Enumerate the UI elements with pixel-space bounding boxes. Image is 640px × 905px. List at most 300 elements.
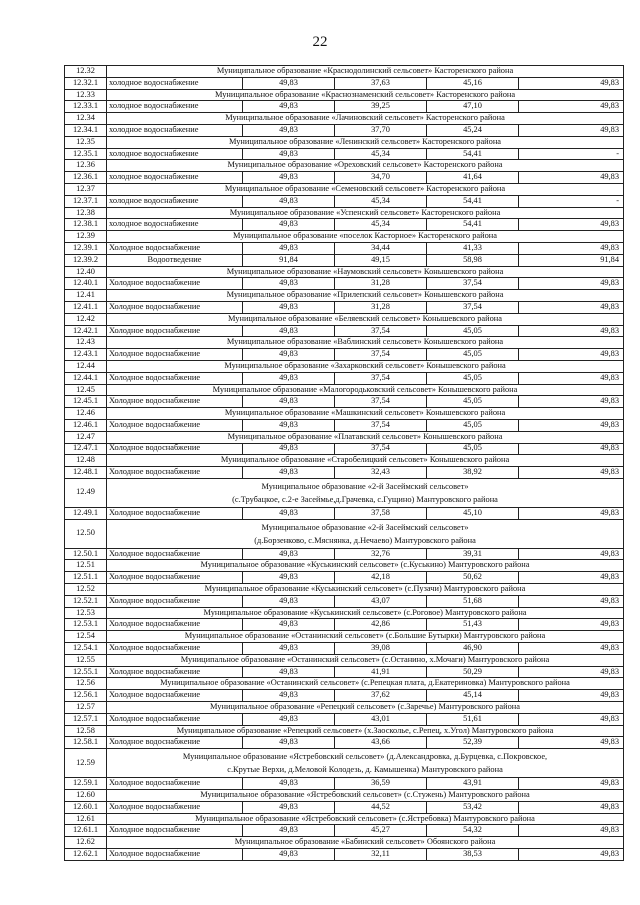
tariff-value-cell: 44,52 <box>335 801 427 813</box>
tariff-row <box>65 396 624 408</box>
tariff-row <box>65 778 624 790</box>
municipality-title-cell: Муниципальное образование «Старобелицкий сельсовет» Конышевского района <box>107 455 624 467</box>
municipality-title-cell: Муниципальное образование «Бабинский сельсовет» Обоянского района <box>107 837 624 849</box>
municipality-header-row <box>65 725 624 737</box>
tariff-value-cell: 49,83 <box>243 419 335 431</box>
municipality-title-cell: Муниципальное образование «Наумовский сельсовет» Конышевского района <box>107 266 624 278</box>
row-number-cell: 12.57.1 <box>65 713 107 725</box>
municipality-title-cell: Муниципальное образование «Малогородьковский сельсовет» Конышевского района <box>107 384 624 396</box>
tariff-value-cell: 37,54 <box>335 372 427 384</box>
tariff-value-cell: 49,83 <box>243 278 335 290</box>
tariff-value-cell: 49,83 <box>519 172 624 184</box>
row-number-cell: 12.45 <box>65 384 107 396</box>
tariff-value-cell: 49,83 <box>519 443 624 455</box>
tariff-row <box>65 101 624 113</box>
municipality-header-row <box>65 455 624 467</box>
row-number-cell: 12.55.1 <box>65 666 107 678</box>
service-name-cell: Холодное водоснабжение <box>107 666 243 678</box>
tariff-value-cell: 45,34 <box>335 219 427 231</box>
row-number-cell: 12.61.1 <box>65 825 107 837</box>
tariff-value-cell: 31,28 <box>335 301 427 313</box>
tariff-value-cell: 49,83 <box>519 101 624 113</box>
service-name-cell: Холодное водоснабжение <box>107 595 243 607</box>
service-name-cell: Холодное водоснабжение <box>107 443 243 455</box>
row-number-cell: 12.49.1 <box>65 507 107 519</box>
municipality-header-row <box>65 313 624 325</box>
tariff-value-cell: 49,83 <box>243 77 335 89</box>
row-number-cell: 12.47.1 <box>65 443 107 455</box>
tariff-value-cell: 49,83 <box>243 595 335 607</box>
tariff-row <box>65 467 624 479</box>
municipality-subtitle-line: (д.Борзенково, с.Мяснянка, д.Нечаево) Мантуровского района <box>254 535 476 545</box>
row-number-cell: 12.32.1 <box>65 77 107 89</box>
tariff-row <box>65 690 624 702</box>
tariff-row <box>65 148 624 160</box>
service-name-cell: Холодное водоснабжение <box>107 737 243 749</box>
tariff-value-cell: - <box>519 148 624 160</box>
tariff-row <box>65 666 624 678</box>
page-number: 22 <box>312 34 328 50</box>
tariff-value-cell: 34,70 <box>335 172 427 184</box>
service-name-cell: Холодное водоснабжение <box>107 825 243 837</box>
row-number-cell: 12.56.1 <box>65 690 107 702</box>
tariff-row <box>65 278 624 290</box>
service-name-cell: Холодное водоснабжение <box>107 419 243 431</box>
row-number-cell: 12.40 <box>65 266 107 278</box>
tariff-value-cell: 37,54 <box>335 325 427 337</box>
tariff-value-cell: 49,83 <box>519 666 624 678</box>
row-number-cell: 12.36 <box>65 160 107 172</box>
municipality-title-cell: Муниципальное образование «поселок Касторное» Касторенского района <box>107 231 624 243</box>
municipality-header-row <box>65 631 624 643</box>
tariff-value-cell: 49,83 <box>519 278 624 290</box>
municipality-title-cell <box>107 749 624 778</box>
tariff-value-cell: 54,41 <box>427 148 519 160</box>
tariff-row <box>65 301 624 313</box>
row-number-cell: 12.49 <box>65 478 107 507</box>
row-number-cell: 12.52 <box>65 584 107 596</box>
row-number-cell: 12.50 <box>65 519 107 548</box>
row-number-cell: 12.37.1 <box>65 195 107 207</box>
tariff-value-cell: 49,83 <box>243 301 335 313</box>
row-number-cell: 12.43 <box>65 337 107 349</box>
tariff-value-cell: 49,83 <box>243 737 335 749</box>
tariff-value-cell: 32,76 <box>335 548 427 560</box>
municipality-header-row <box>65 584 624 596</box>
municipality-title-cell: Муниципальное образование «Ваблинский сельсовет» Конышевского района <box>107 337 624 349</box>
municipality-header-row <box>65 813 624 825</box>
tariff-value-cell: 49,83 <box>519 737 624 749</box>
tariff-value-cell: 41,91 <box>335 666 427 678</box>
tariff-value-cell: 43,66 <box>335 737 427 749</box>
service-name-cell: Холодное водоснабжение <box>107 619 243 631</box>
row-number-cell: 12.59 <box>65 749 107 778</box>
service-name-cell: Холодное водоснабжение <box>107 372 243 384</box>
municipality-header-row <box>65 384 624 396</box>
tariff-value-cell: - <box>519 195 624 207</box>
tariff-value-cell: 49,83 <box>519 690 624 702</box>
tariff-value-cell: 39,31 <box>427 548 519 560</box>
municipality-title-cell: Муниципальное образование «Успенский сельсовет» Касторенского района <box>107 207 624 219</box>
tariff-value-cell: 58,98 <box>427 254 519 266</box>
service-name-cell: Холодное водоснабжение <box>107 643 243 655</box>
municipality-title-cell: Муниципальное образование «Ореховский сельсовет» Касторенского района <box>107 160 624 172</box>
tariff-row <box>65 419 624 431</box>
tariff-value-cell: 49,83 <box>519 325 624 337</box>
row-number-cell: 12.50.1 <box>65 548 107 560</box>
tariff-value-cell: 45,05 <box>427 419 519 431</box>
service-name-cell: холодное водоснабжение <box>107 124 243 136</box>
tariff-value-cell: 36,59 <box>335 778 427 790</box>
row-number-cell: 12.61 <box>65 813 107 825</box>
tariff-value-cell: 49,83 <box>243 195 335 207</box>
row-number-cell: 12.59.1 <box>65 778 107 790</box>
row-number-cell: 12.46 <box>65 408 107 420</box>
service-name-cell: холодное водоснабжение <box>107 77 243 89</box>
municipality-title-cell: Муниципальное образование «Останинский сельсовет» (с.Репецкая плата, д.Екатериновка) Мантуровского района <box>107 678 624 690</box>
municipality-header-row <box>65 560 624 572</box>
municipality-title-cell <box>107 519 624 548</box>
tariff-value-cell: 49,83 <box>243 572 335 584</box>
service-name-cell: холодное водоснабжение <box>107 101 243 113</box>
row-number-cell: 12.38 <box>65 207 107 219</box>
tariff-value-cell: 37,58 <box>335 507 427 519</box>
municipality-header-row <box>65 654 624 666</box>
service-name-cell: Холодное водоснабжение <box>107 849 243 861</box>
tariff-row <box>65 643 624 655</box>
tariff-value-cell: 49,83 <box>519 849 624 861</box>
tariff-row <box>65 713 624 725</box>
service-name-cell: холодное водоснабжение <box>107 219 243 231</box>
municipality-title-cell: Муниципальное образование «Машкинский сельсовет» Конышевского района <box>107 408 624 420</box>
tariff-value-cell: 49,83 <box>243 325 335 337</box>
tariff-value-cell: 45,16 <box>427 77 519 89</box>
tariff-value-cell: 49,83 <box>519 301 624 313</box>
tariff-value-cell: 49,83 <box>243 548 335 560</box>
tariff-row <box>65 548 624 560</box>
row-number-cell: 12.35 <box>65 136 107 148</box>
tariff-row <box>65 254 624 266</box>
row-number-cell: 12.58 <box>65 725 107 737</box>
row-number-cell: 12.35.1 <box>65 148 107 160</box>
tariff-value-cell: 49,83 <box>519 619 624 631</box>
municipality-header-row <box>65 136 624 148</box>
municipality-header-row <box>65 183 624 195</box>
tariff-value-cell: 49,83 <box>243 619 335 631</box>
row-number-cell: 12.46.1 <box>65 419 107 431</box>
service-name-cell: холодное водоснабжение <box>107 148 243 160</box>
municipality-title-cell: Муниципальное образование «Захарковский сельсовет» Конышевского района <box>107 360 624 372</box>
municipality-header-row <box>65 266 624 278</box>
municipality-header-row <box>65 160 624 172</box>
municipality-header-row <box>65 337 624 349</box>
municipality-title-cell: Муниципальное образование «Краснознаменский сельсовет» Касторенского района <box>107 89 624 101</box>
tariff-value-cell: 49,83 <box>519 825 624 837</box>
municipality-title-line: Муниципальное образование «2-й Засеймский сельсовет» <box>261 522 469 532</box>
tariff-value-cell: 39,25 <box>335 101 427 113</box>
tariff-value-cell: 49,83 <box>243 396 335 408</box>
tariff-value-cell: 49,83 <box>519 643 624 655</box>
tariff-value-cell: 38,53 <box>427 849 519 861</box>
service-name-cell: Холодное водоснабжение <box>107 301 243 313</box>
tariff-value-cell: 49,83 <box>519 349 624 361</box>
service-name-cell: Холодное водоснабжение <box>107 242 243 254</box>
tariff-value-cell: 49,83 <box>243 124 335 136</box>
tariff-table <box>64 65 624 861</box>
row-number-cell: 12.54.1 <box>65 643 107 655</box>
row-number-cell: 12.39.2 <box>65 254 107 266</box>
tariff-value-cell: 49,83 <box>243 507 335 519</box>
tariff-value-cell: 37,62 <box>335 690 427 702</box>
row-number-cell: 12.38.1 <box>65 219 107 231</box>
municipality-header-row <box>65 431 624 443</box>
row-number-cell: 12.53 <box>65 607 107 619</box>
service-name-cell: Холодное водоснабжение <box>107 801 243 813</box>
row-number-cell: 12.51.1 <box>65 572 107 584</box>
tariff-value-cell: 49,83 <box>243 801 335 813</box>
row-number-cell: 12.34.1 <box>65 124 107 136</box>
tariff-value-cell: 49,83 <box>243 690 335 702</box>
row-number-cell: 12.42 <box>65 313 107 325</box>
tariff-row <box>65 443 624 455</box>
service-name-cell: холодное водоснабжение <box>107 172 243 184</box>
tariff-value-cell: 45,05 <box>427 443 519 455</box>
municipality-subtitle-line: (с.Трубацкое, с.2-е Засеймье,д.Грачевка, с.Гущино) Мантуровского района <box>232 494 498 504</box>
tariff-value-cell: 42,18 <box>335 572 427 584</box>
municipality-title-cell: Муниципальное образование «Ястребовский сельсовет» (с.Стужень) Мантуровского района <box>107 790 624 802</box>
municipality-header-row <box>65 408 624 420</box>
tariff-value-cell: 49,83 <box>243 101 335 113</box>
tariff-value-cell: 49,83 <box>519 572 624 584</box>
tariff-row <box>65 849 624 861</box>
tariff-value-cell: 45,34 <box>335 195 427 207</box>
municipality-header-row <box>65 290 624 302</box>
tariff-value-cell: 51,68 <box>427 595 519 607</box>
row-number-cell: 12.47 <box>65 431 107 443</box>
tariff-value-cell: 49,83 <box>519 801 624 813</box>
row-number-cell: 12.44 <box>65 360 107 372</box>
municipality-title-cell: Муниципальное образование «Ленинский сельсовет» Касторенского района <box>107 136 624 148</box>
municipality-header-row <box>65 66 624 78</box>
tariff-value-cell: 49,83 <box>243 467 335 479</box>
tariff-value-cell: 49,83 <box>243 713 335 725</box>
service-name-cell: Холодное водоснабжение <box>107 713 243 725</box>
tariff-value-cell: 37,54 <box>335 396 427 408</box>
service-name-cell: Холодное водоснабжение <box>107 325 243 337</box>
tariff-value-cell: 49,83 <box>243 242 335 254</box>
tariff-row <box>65 372 624 384</box>
municipality-header-row <box>65 231 624 243</box>
tariff-value-cell: 47,10 <box>427 101 519 113</box>
tariff-value-cell: 39,08 <box>335 643 427 655</box>
service-name-cell: Холодное водоснабжение <box>107 467 243 479</box>
municipality-title-cell: Муниципальное образование «Останинский сельсовет» (с.Останино, х.Мочаги) Мантуровского района <box>107 654 624 666</box>
tariff-value-cell: 91,84 <box>243 254 335 266</box>
tariff-value-cell: 53,42 <box>427 801 519 813</box>
tariff-value-cell: 49,83 <box>519 548 624 560</box>
tariff-value-cell: 49,83 <box>519 467 624 479</box>
tariff-row <box>65 325 624 337</box>
tariff-value-cell: 91,84 <box>519 254 624 266</box>
tariff-value-cell: 51,61 <box>427 713 519 725</box>
row-number-cell: 12.39 <box>65 231 107 243</box>
row-number-cell: 12.60 <box>65 790 107 802</box>
tariff-value-cell: 34,44 <box>335 242 427 254</box>
municipality-title-cell <box>107 478 624 507</box>
municipality-header-row <box>65 113 624 125</box>
service-name-cell: Холодное водоснабжение <box>107 278 243 290</box>
tariff-value-cell: 49,83 <box>243 219 335 231</box>
row-number-cell: 12.62.1 <box>65 849 107 861</box>
tariff-value-cell: 49,83 <box>519 396 624 408</box>
tariff-value-cell: 49,83 <box>243 778 335 790</box>
service-name-cell: Водоотведение <box>107 254 243 266</box>
municipality-title-cell: Муниципальное образование «Останинский сельсовет» (с.Большие Бутырки) Мантуровского района <box>107 631 624 643</box>
row-number-cell: 12.32 <box>65 66 107 78</box>
row-number-cell: 12.37 <box>65 183 107 195</box>
municipality-header-row <box>65 678 624 690</box>
tariff-value-cell: 43,07 <box>335 595 427 607</box>
municipality-title-cell: Муниципальное образование «Краснодолинский сельсовет» Касторенского района <box>107 66 624 78</box>
tariff-value-cell: 49,83 <box>243 148 335 160</box>
municipality-title-cell: Муниципальное образование «Прилепский сельсовет» Конышевского района <box>107 290 624 302</box>
municipality-header-row <box>65 749 624 778</box>
row-number-cell: 12.58.1 <box>65 737 107 749</box>
municipality-header-row <box>65 607 624 619</box>
tariff-value-cell: 31,28 <box>335 278 427 290</box>
municipality-title-cell: Муниципальное образование «Ястребовский сельсовет» (с.Ястребовка) Мантуровского района <box>107 813 624 825</box>
tariff-value-cell: 32,11 <box>335 849 427 861</box>
row-number-cell: 12.41 <box>65 290 107 302</box>
row-number-cell: 12.57 <box>65 702 107 714</box>
row-number-cell: 12.44.1 <box>65 372 107 384</box>
tariff-value-cell: 43,91 <box>427 778 519 790</box>
row-number-cell: 12.33.1 <box>65 101 107 113</box>
tariff-row <box>65 507 624 519</box>
tariff-row <box>65 737 624 749</box>
tariff-value-cell: 37,70 <box>335 124 427 136</box>
tariff-value-cell: 49,83 <box>519 77 624 89</box>
service-name-cell: Холодное водоснабжение <box>107 548 243 560</box>
municipality-subtitle-line: с.Крутые Верхи, д.Меловой Колодезь, д. Камышенка) Мантуровского района <box>227 765 503 775</box>
municipality-title-cell: Муниципальное образование «Лачиновский сельсовет» Касторенского района <box>107 113 624 125</box>
tariff-row <box>65 242 624 254</box>
tariff-value-cell: 50,62 <box>427 572 519 584</box>
tariff-row <box>65 572 624 584</box>
tariff-value-cell: 37,54 <box>427 301 519 313</box>
tariff-value-cell: 37,54 <box>335 349 427 361</box>
service-name-cell: Холодное водоснабжение <box>107 778 243 790</box>
municipality-header-row <box>65 837 624 849</box>
tariff-value-cell: 51,43 <box>427 619 519 631</box>
service-name-cell: Холодное водоснабжение <box>107 572 243 584</box>
municipality-title-cell: Муниципальное образование «Репецкий сельсовет» (х.Заоскольe, с.Репец, х.Угол) Мантуровского района <box>107 725 624 737</box>
municipality-title-line: Муниципальное образование «Ястребовский сельсовет» (д.Александровка, д.Бурцевка, с.Покровское, <box>182 752 548 762</box>
tariff-value-cell: 49,83 <box>519 219 624 231</box>
tariff-value-cell: 54,41 <box>427 219 519 231</box>
service-name-cell: холодное водоснабжение <box>107 195 243 207</box>
row-number-cell: 12.45.1 <box>65 396 107 408</box>
tariff-value-cell: 49,15 <box>335 254 427 266</box>
municipality-title-cell: Муниципальное образование «Семеновский сельсовет» Касторенского района <box>107 183 624 195</box>
tariff-row <box>65 195 624 207</box>
tariff-row <box>65 172 624 184</box>
row-number-cell: 12.36.1 <box>65 172 107 184</box>
tariff-row <box>65 219 624 231</box>
municipality-header-row <box>65 89 624 101</box>
tariff-value-cell: 43,01 <box>335 713 427 725</box>
tariff-value-cell: 45,27 <box>335 825 427 837</box>
tariff-value-cell: 49,83 <box>243 643 335 655</box>
municipality-header-row <box>65 478 624 507</box>
tariff-value-cell: 49,83 <box>519 372 624 384</box>
tariff-value-cell: 54,32 <box>427 825 519 837</box>
municipality-title-cell: Муниципальное образование «Беляевский сельсовет» Конышевского района <box>107 313 624 325</box>
row-number-cell: 12.48.1 <box>65 467 107 479</box>
tariff-row <box>65 124 624 136</box>
tariff-value-cell: 49,83 <box>243 172 335 184</box>
tariff-value-cell: 37,54 <box>335 443 427 455</box>
tariff-value-cell: 49,83 <box>519 419 624 431</box>
row-number-cell: 12.43.1 <box>65 349 107 361</box>
tariff-value-cell: 45,14 <box>427 690 519 702</box>
municipality-header-row <box>65 790 624 802</box>
tariff-value-cell: 45,34 <box>335 148 427 160</box>
tariff-value-cell: 45,24 <box>427 124 519 136</box>
tariff-value-cell: 45,05 <box>427 349 519 361</box>
tariff-value-cell: 45,05 <box>427 396 519 408</box>
municipality-title-cell: Муниципальное образование «Куськинский сельсовет» (с.Пузачи) Мантуровского района <box>107 584 624 596</box>
tariff-value-cell: 49,83 <box>243 666 335 678</box>
tariff-row <box>65 77 624 89</box>
municipality-title-cell: Муниципальное образование «Репецкий сельсовет» (с.Заречье) Мантуровского района <box>107 702 624 714</box>
tariff-value-cell: 49,83 <box>243 349 335 361</box>
row-number-cell: 12.51 <box>65 560 107 572</box>
tariff-value-cell: 49,83 <box>519 713 624 725</box>
service-name-cell: Холодное водоснабжение <box>107 507 243 519</box>
row-number-cell: 12.33 <box>65 89 107 101</box>
row-number-cell: 12.40.1 <box>65 278 107 290</box>
municipality-title-cell: Муниципальное образование «Куськинский сельсовет» (с.Куськино) Мантуровского района <box>107 560 624 572</box>
tariff-value-cell: 50,29 <box>427 666 519 678</box>
municipality-header-row <box>65 702 624 714</box>
tariff-value-cell: 45,05 <box>427 372 519 384</box>
tariff-value-cell: 37,54 <box>427 278 519 290</box>
row-number-cell: 12.54 <box>65 631 107 643</box>
tariff-value-cell: 49,83 <box>243 443 335 455</box>
tariff-value-cell: 41,33 <box>427 242 519 254</box>
municipality-title-cell: Муниципальное образование «Куськинский сельсовет» (с.Роговое) Мантуровского района <box>107 607 624 619</box>
municipality-header-row <box>65 360 624 372</box>
tariff-value-cell: 46,90 <box>427 643 519 655</box>
row-number-cell: 12.52.1 <box>65 595 107 607</box>
row-number-cell: 12.41.1 <box>65 301 107 313</box>
service-name-cell: Холодное водоснабжение <box>107 349 243 361</box>
tariff-value-cell: 49,83 <box>519 242 624 254</box>
service-name-cell: Холодное водоснабжение <box>107 690 243 702</box>
tariff-value-cell: 45,05 <box>427 325 519 337</box>
tariff-value-cell: 37,54 <box>335 419 427 431</box>
tariff-value-cell: 52,39 <box>427 737 519 749</box>
municipality-header-row <box>65 207 624 219</box>
row-number-cell: 12.62 <box>65 837 107 849</box>
tariff-value-cell: 49,83 <box>243 372 335 384</box>
municipality-title-line: Муниципальное образование «2-й Засеймский сельсовет» <box>261 481 469 491</box>
tariff-value-cell: 49,83 <box>243 849 335 861</box>
row-number-cell: 12.53.1 <box>65 619 107 631</box>
row-number-cell: 12.60.1 <box>65 801 107 813</box>
municipality-header-row <box>65 519 624 548</box>
